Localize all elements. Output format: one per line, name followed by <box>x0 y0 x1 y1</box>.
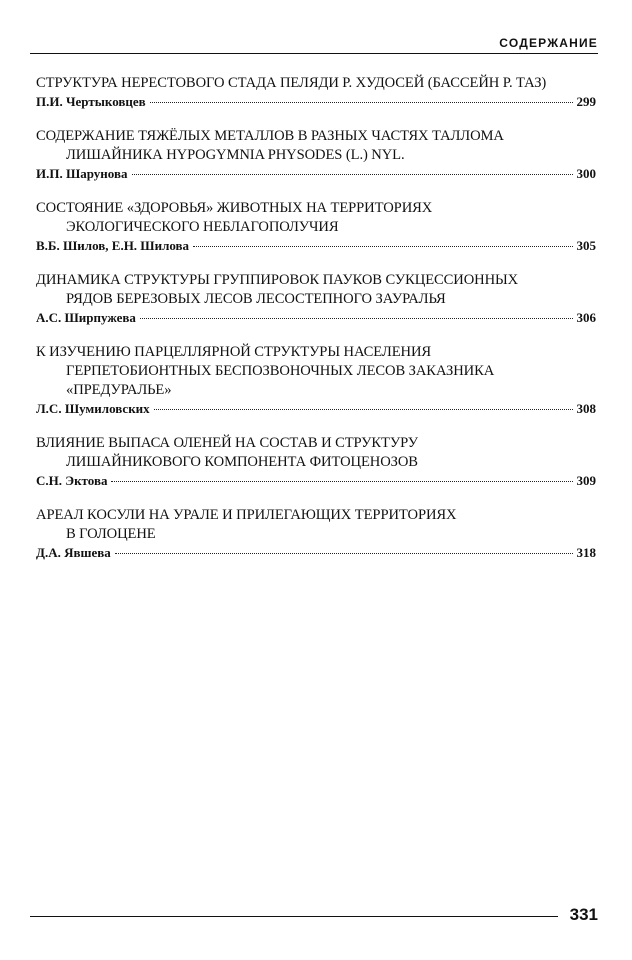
toc-entry-title <box>36 74 596 93</box>
dot-leader <box>111 481 572 482</box>
toc-entry-page: 306 <box>576 310 596 325</box>
toc-entry-title <box>36 343 596 400</box>
toc-entry-title-line: ЛИШАЙНИКА HYPOGYMNIA PHYSODES (L.) NYL. <box>66 147 405 163</box>
toc-entry <box>36 127 596 182</box>
toc-entry-author: Д.А. Явшева <box>36 545 111 560</box>
toc-entry-author: Л.С. Шумиловских <box>36 401 150 416</box>
toc-entry-title-line: АРЕАЛ КОСУЛИ НА УРАЛЕ И ПРИЛЕГАЮЩИХ ТЕРРИТОРИЯХ <box>36 507 457 523</box>
toc-entry-page: 300 <box>576 166 596 181</box>
dot-leader <box>150 102 573 103</box>
toc-entry-author: П.И. Чертыковцев <box>36 94 146 109</box>
dot-leader <box>154 409 573 410</box>
toc-entry-title <box>36 434 596 472</box>
toc-entry-page: 318 <box>576 545 596 560</box>
toc-entry-title-line: СОСТОЯНИЕ «ЗДОРОВЬЯ» ЖИВОТНЫХ НА ТЕРРИТОРИЯХ <box>36 200 433 216</box>
toc-entry <box>36 199 596 254</box>
running-head-title: СОДЕРЖАНИЕ <box>499 36 598 50</box>
toc-entry-author-row <box>36 400 596 417</box>
toc-entry-author-row <box>36 165 596 182</box>
toc-entry <box>36 74 596 110</box>
toc-entry-title-line: ДИНАМИКА СТРУКТУРЫ ГРУППИРОВОК ПАУКОВ СУКЦЕССИОННЫХ <box>36 272 519 288</box>
toc-entry-author-row <box>36 93 596 110</box>
toc-entry-title-line: ВЛИЯНИЕ ВЫПАСА ОЛЕНЕЙ НА СОСТАВ И СТРУКТУРУ <box>36 435 418 451</box>
toc-entry-page: 305 <box>576 238 596 253</box>
toc-entry-title-line: ЭКОЛОГИЧЕСКОГО НЕБЛАГОПОЛУЧИЯ <box>66 219 339 235</box>
toc-entry-title <box>36 506 596 544</box>
toc-entry-title-line: СОДЕРЖАНИЕ ТЯЖЁЛЫХ МЕТАЛЛОВ В РАЗНЫХ ЧАСТЯХ ТАЛЛОМА <box>36 128 504 144</box>
dot-leader <box>193 246 572 247</box>
toc-entry <box>36 506 596 561</box>
table-of-contents <box>36 74 596 578</box>
toc-entry <box>36 434 596 489</box>
toc-entry-title-line: РЯДОВ БЕРЕЗОВЫХ ЛЕСОВ ЛЕСОСТЕПНОГО ЗАУРАЛЬЯ <box>66 291 446 307</box>
toc-entry-title <box>36 199 596 237</box>
toc-entry <box>36 343 596 417</box>
toc-entry-title-line: В ГОЛОЦЕНЕ <box>66 526 156 542</box>
toc-entry-title-line: ЛИШАЙНИКОВОГО КОМПОНЕНТА ФИТОЦЕНОЗОВ <box>66 454 418 470</box>
toc-entry-title-line: СТРУКТУРА НЕРЕСТОВОГО СТАДА ПЕЛЯДИ Р. ХУДОСЕЙ (БАССЕЙН Р. ТАЗ) <box>36 75 547 91</box>
page-footer <box>30 905 598 929</box>
toc-entry-title-line: ГЕРПЕТОБИОНТНЫХ БЕСПОЗВОНОЧНЫХ ЛЕСОВ ЗАКАЗНИКА <box>66 363 495 379</box>
toc-entry-author-row <box>36 544 596 561</box>
toc-entry-page: 299 <box>576 94 596 109</box>
toc-entry-author: И.П. Шарунова <box>36 166 128 181</box>
toc-entry <box>36 271 596 326</box>
toc-entry-title-line: К ИЗУЧЕНИЮ ПАРЦЕЛЛЯРНОЙ СТРУКТУРЫ НАСЕЛЕНИЯ <box>36 344 432 360</box>
page-number: 331 <box>569 905 598 924</box>
toc-entry-author: С.Н. Эктова <box>36 473 108 488</box>
toc-entry-author-row <box>36 309 596 326</box>
toc-entry-author: В.Б. Шилов, Е.Н. Шилова <box>36 238 190 253</box>
dot-leader <box>115 553 573 554</box>
footer-rule <box>30 916 558 917</box>
dot-leader <box>132 174 573 175</box>
toc-entry-title <box>36 127 596 165</box>
toc-entry-author-row <box>36 237 596 254</box>
toc-entry-title <box>36 271 596 309</box>
toc-entry-title-line: «ПРЕДУРАЛЬЕ» <box>66 382 172 398</box>
toc-entry-author: А.С. Ширпужева <box>36 310 136 325</box>
running-head <box>30 33 598 54</box>
dot-leader <box>140 318 573 319</box>
toc-entry-author-row <box>36 472 596 489</box>
toc-entry-page: 309 <box>576 473 596 488</box>
toc-entry-page: 308 <box>576 401 596 416</box>
